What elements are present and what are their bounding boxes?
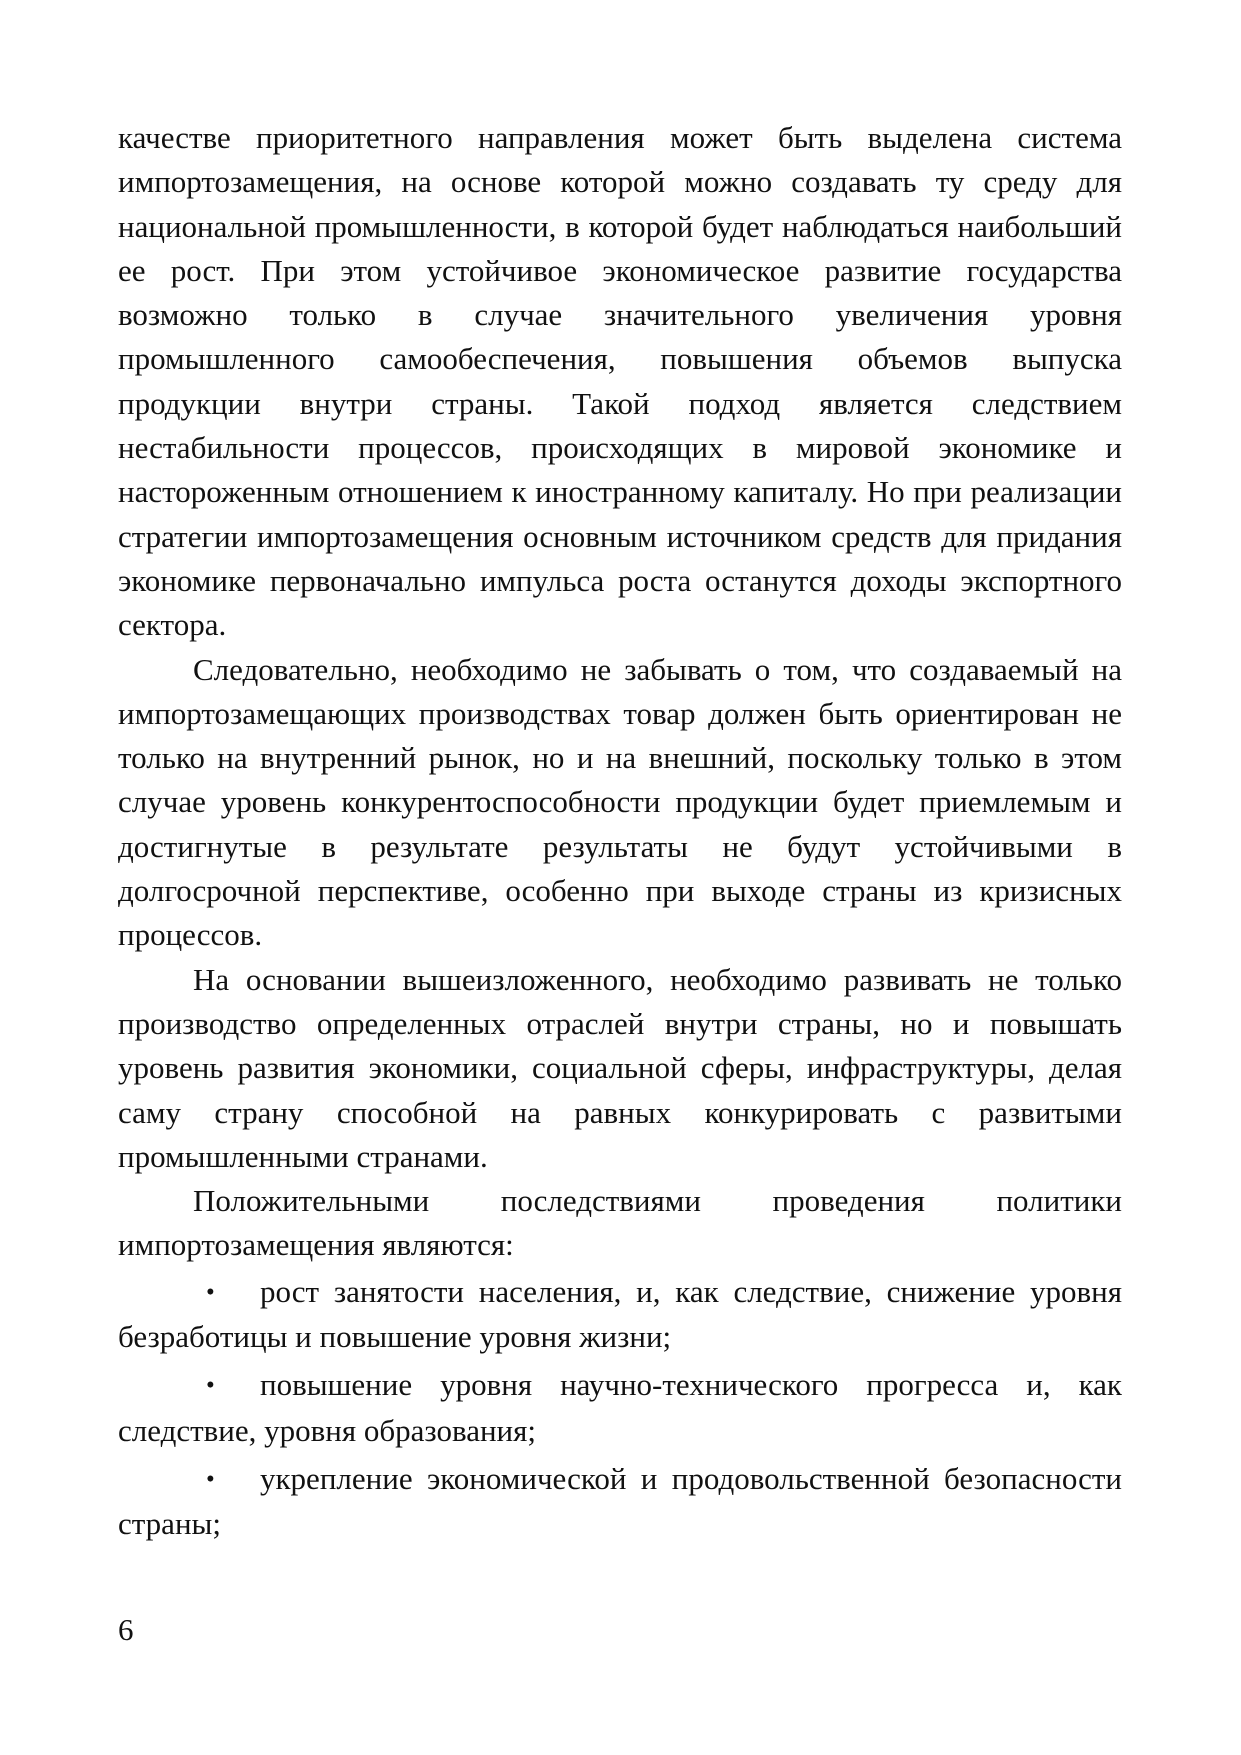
bullet-icon: • <box>206 1372 215 1400</box>
list-item-text: повышение уровня научно-технического прогресса и, как следствие, уровня образования; <box>118 1367 1122 1448</box>
list-item-text: рост занятости населения, и, как следствие, снижение уровня безработицы и повышение уровня жизни; <box>118 1273 1122 1355</box>
paragraph-based-on-above: На основании вышеизложенного, необходимо развивать не только производство определенных отраслей внутри страны, но и повышать уровень развития экономики, социальной сферы, инфраструктуры, делая саму страну способной на равных конкурировать с развитыми промышленными странами. <box>118 961 1122 1174</box>
list-item <box>118 1270 1122 1360</box>
paragraph-consequently: Следовательно, необходимо не забывать о том, что создаваемый на импортозамещающих производствах товар должен быть ориентирован не только на внутренний рынок, но и на внешний, поскольку только в этом случае уровень конкурентоспособности продукции будет приемлемым и достигнутые в результате результаты не будут устойчивыми в долгосрочной перспективе, особенно при выходе страны из кризисных процессов. <box>118 651 1122 953</box>
bullet-icon: • <box>206 1278 215 1306</box>
list-item <box>118 1457 1122 1547</box>
list-item-text: укрепление экономической и продовольственной безопасности страны; <box>118 1460 1122 1542</box>
page-number: 6 <box>118 1612 134 1647</box>
body-text <box>118 116 1122 1551</box>
paragraph-continuation: качестве приоритетного направления может быть выделена система импортозамещения, на основе которой можно создавать ту среду для национальной промышленности, в которой будет наблюдаться наибольший ее рост. При этом устойчивое экономическое развитие государства возможно только в случае значительного увеличения уровня промышленного самообеспечения, повышения объемов выпуска продукции внутри страны. Такой подход является следствием нестабильности процессов, происходящих в мировой экономике и настороженным отношением к иностранному капиталу. Но при реализации стратегии импортозамещения основным источником средств для придания экономике первоначально импульса роста останутся доходы экспортного сектора. <box>118 120 1122 643</box>
paragraph-positive-consequences: Положительными последствиями проведения политики импортозамещения являются: <box>118 1183 1122 1263</box>
list-item <box>118 1363 1122 1453</box>
bullet-icon: • <box>206 1465 215 1493</box>
